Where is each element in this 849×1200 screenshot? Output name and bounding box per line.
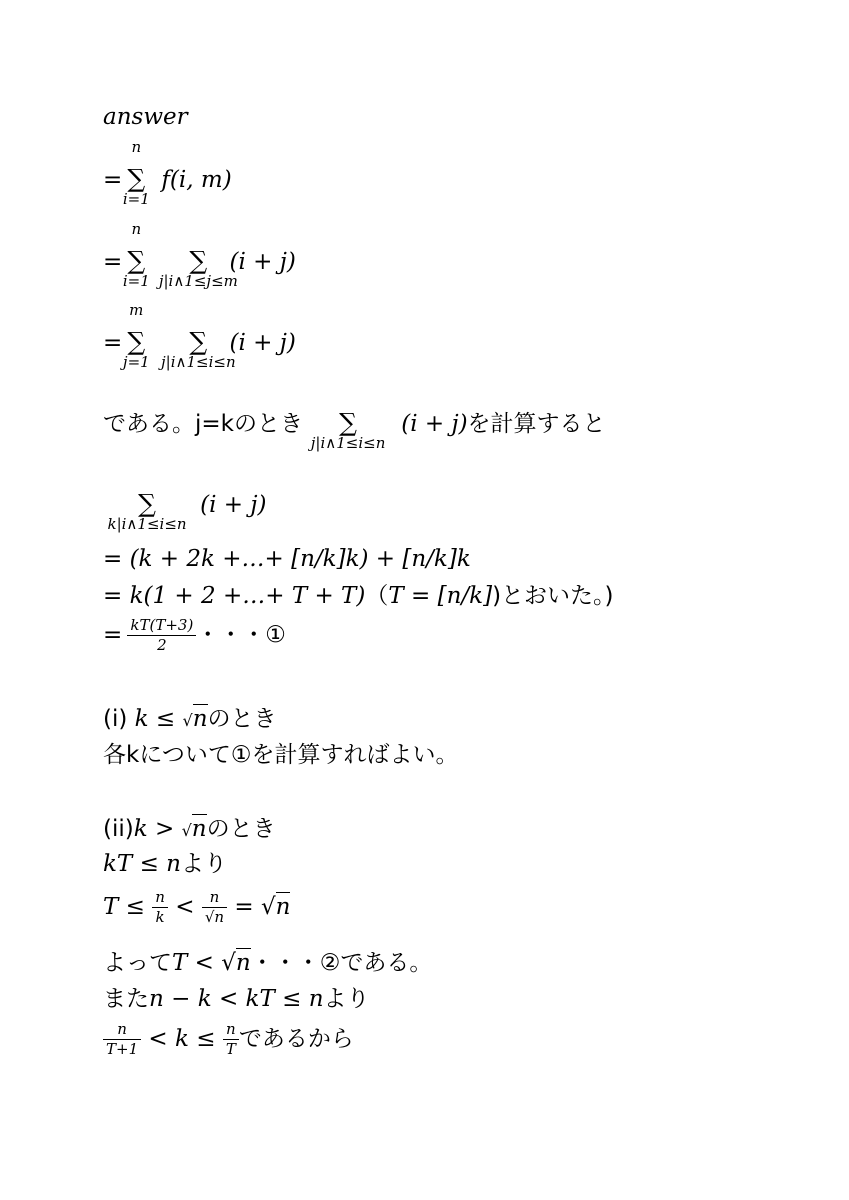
square-root: √n [221,950,251,976]
equation-line-3 [103,301,296,371]
case-2-line-4 [103,952,432,975]
equals-sign: = [103,330,123,356]
case-1-heading [103,708,277,731]
equals-sign: = [227,894,261,920]
math-segment: kT ≤ n [103,851,181,877]
equals-sign: = [103,622,123,648]
fraction-denominator: T [225,1040,236,1058]
square-root: √n [260,894,291,920]
summand: (i + j) [229,330,296,356]
summation: ∑ n i=1 [122,138,150,208]
square-root: √n [182,706,208,732]
square-root: √n [181,816,207,842]
equation-marker: ・・・① [196,622,286,648]
case-2-line-2 [103,853,227,876]
fraction [103,1022,141,1057]
math-segment: < k ≤ [141,1026,223,1052]
fraction-numerator: n [152,890,168,908]
case-2-line-6 [103,1022,354,1057]
text-segment: ・・・②である。 [250,950,433,976]
equation-line-7 [103,585,614,608]
text-line-4 [103,408,606,452]
fraction-numerator: n [202,890,227,908]
sum-lower-limit: j|i∧1≤i≤n [161,353,236,371]
text-segment: である。j=kのとき [103,411,303,437]
math-segment: = k(1 + 2 +…+ T + T) [103,583,366,609]
equation-line-5 [103,489,267,533]
summation: ∑ k|i∧1≤i≤n [107,489,187,533]
summation: ∑ j|i∧1≤i≤n [310,408,386,452]
fraction-denominator: T+1 [106,1040,139,1058]
fraction [152,890,168,925]
equation-line-1 [103,138,232,208]
equals-sign: = [103,167,123,193]
text-segment: )とおいた。) [492,583,614,609]
text-segment: のとき [207,706,277,732]
case-2-line-5 [103,988,370,1011]
equation-line-8 [103,618,286,653]
sum-upper-limit: n [131,138,142,156]
case-2-line-3 [103,890,290,925]
fraction-numerator: kT(T+3) [127,618,196,636]
sum-upper-limit: m [129,301,144,319]
fraction-denominator: 2 [157,636,167,654]
radicand: n [191,816,207,842]
summation-inner: ∑ j|i∧1≤i≤n [161,327,236,371]
equals-sign: = [103,249,123,275]
math-segment: n − k < kT ≤ n [149,986,324,1012]
sum-lower-limit: i=1 [122,190,150,208]
text-segment: （ [365,583,389,609]
math-segment: k > [133,816,182,842]
text-segment: より [323,986,370,1012]
math-segment: k ≤ [134,706,183,732]
text-segment: より [180,851,227,877]
case-label: (ii) [103,816,134,842]
fraction-numerator: n [223,1022,239,1040]
radicand: n [214,908,225,926]
radicand: n [192,706,208,732]
less-than-sign: < [167,894,202,920]
sum-lower-limit: j|i∧1≤i≤n [310,434,386,452]
fraction-denominator: √n [204,908,225,926]
sum-lower-limit: j|i∧1≤j≤m [158,272,238,290]
sum-lower-limit: k|i∧1≤i≤n [107,515,187,533]
math-segment: T = [n/k] [388,583,493,609]
text-segment: また [103,986,149,1012]
answer-label: answer [103,104,188,130]
case-label: (i) [103,706,135,732]
fraction-numerator: n [103,1022,141,1040]
sum-lower-limit: j=1 [122,353,150,371]
radicand: n [235,950,251,976]
text-segment: であるから [238,1026,354,1052]
sum-lower-limit: i=1 [122,272,150,290]
radicand: n [275,894,291,920]
sum-upper-limit: n [131,220,142,238]
fraction [223,1022,239,1057]
summand: (i + j) [229,249,296,275]
case-1-body: 各kについて①を計算すればよい。 [103,742,459,768]
text-segment: よって [103,950,172,976]
equation-line-6: = (k + 2k +…+ [n/k]k) + [n/k]k [103,546,471,572]
case-2-heading [103,818,276,841]
fraction [127,618,196,653]
summation-outer: ∑ m j=1 [122,301,150,371]
fraction [202,890,227,925]
summand: (i + j) [200,492,267,518]
math-segment: T < [172,950,222,976]
text-segment: のとき [206,816,276,842]
equation-line-2 [103,220,296,290]
summand: (i + j) [401,411,468,437]
summand: f(i, m) [161,167,232,193]
fraction-denominator: k [155,908,165,926]
summation-outer: ∑ n i=1 [122,220,150,290]
math-segment: T ≤ [103,894,153,920]
text-segment: を計算すると [467,411,606,437]
summation-inner: ∑ j|i∧1≤j≤m [158,246,238,290]
